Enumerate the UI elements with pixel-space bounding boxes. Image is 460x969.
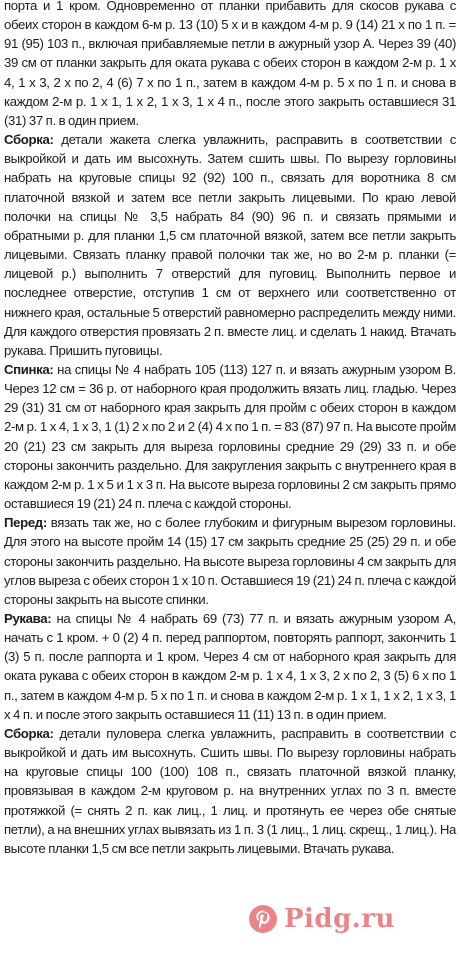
paragraph-text: на спицы № 4 набрать 105 (113) 127 п. и вязать ажурным узором В. Через 12 см = 36 р. от наборного края продолжить вязать лиц. гладью. Через 29 (31) 31 см от наборного края закрыть для пройм с обеих сторон в каждом 2-м р. 1 х 4, 1 х 3, 1 (1) 2 х по 2 и 2 (4) 4 х по 1 п. = 83 (87) 97 п. На высоте пройм 20 (21) 23 см закрыть для выреза горловины средние 29 (29) 33 п. и обе стороны закончить раздельно. Для закругления закрыть с внутреннего края в каждом 2-м р. 1 х 5 и 1 х 3 п. На высоте выреза горловины 2 см закрыть прямо оставшиеся 19 (21) 24 п. плеча с каждой стороны. — [4, 361, 456, 512]
paragraph-front — [4, 513, 456, 609]
section-heading: Перед: — [4, 515, 47, 531]
section-heading: Спинка: — [4, 361, 54, 377]
paragraph-text: детали жакета слегка увлажнить, расправить в соответствии с выкройкой и дать им высохнуть. Затем сшить швы. По вырезу горловины набрать на круговые спицы 92 (92) 100 п., связать для воротника 8 см платочной вязкой и затем все петли закрыть лицевыми. По краю левой полочки на спицы № 3,5 набрать 84 (90) 96 п. и связать прямыми и обратными р. для планки 1,5 см платочной вязкой, затем все петли закрыть лицевыми. Связать планку правой полочки так же, но во 2-м р. планки (= лицевой р.) выполнить 7 отверстий для пуговиц. Выполнить первое и последнее отверстие, отступив 1 см от верхнего или соответственно от нижнего края, остальные 5 отверстий равномерно распределить между ними. Для каждого отверстия провязать 2 п. вместе лиц. и сделать 1 накид. Втачать рукава. Пришить пуговицы. — [4, 132, 456, 358]
section-heading: Сборка: — [4, 725, 54, 741]
pinterest-logo-icon — [248, 904, 278, 934]
paragraph-text: на спицы № 4 набрать 69 (73) 77 п. и вязать ажурным узором А, начать с 1 кром. + 0 (2) 4 п. перед раппортом, повторять раппорт, закончить 1 (3) 5 п. после раппорта и 1 кром. Через 4 см от наборного края закрыть для оката рукава с обеих сторон в каждом 2-м р. 1 х 4, 1 х 3, 2 х по 2, 3 (5) 6 х по 1 п., затем в каждом 4-м р. 5 х по 1 п. и снова в каждом 2-м р. 1 х 1, 1 х 2, 1 х 3, 1 х 4 п. и после этого закрыть оставшиеся 11 (11) 13 п. в один прием. — [4, 611, 456, 722]
paragraph-back — [4, 360, 456, 513]
paragraph-text: вязать так же, но с более глубоким и фигурным вырезом горловины. Для этого на высоте пройм 14 (15) 17 см закрыть средние 25 (25) 29 п. и обе стороны закончить раздельно. На высоте выреза горловины 4 см закрыть для углов выреза с обеих сторон 1 х 10 п. Оставшиеся 19 (21) 24 п. плеча с каждой стороны закрыть на высоте спинки. — [4, 515, 456, 607]
section-heading: Рукава: — [4, 611, 52, 626]
watermark-text: Pidg.ru — [284, 904, 395, 934]
paragraph-pullover-assembly — [4, 724, 456, 858]
paragraph-sleeves — [4, 609, 456, 724]
article-text — [4, 0, 456, 858]
paragraph-sleeve-continued — [4, 0, 456, 130]
section-heading: Сборка: — [4, 132, 54, 148]
paragraph-text: порта и 1 кром. Одновременно от планки прибавить для скосов рукава с обеих сторон в каждом 6-м р. 13 (10) 5 х и в каждом 4-м р. 9 (14) 21 х по 1 п. = 91 (95) 103 п., включая прибавляемые петли в ажурный узор А. Через 39 (40) 39 см от планки закрыть для оката рукава с обеих сторон в каждом 2-м р. 1 х 4, 1 х 3, 2 х по 2, 4 (6) 7 х по 1 п., затем в каждом 4-м р. 5 х по 1 п. и снова в каждом 2-м р. 1 х 1, 1 х 2, 1 х 3, 1 х 4 п., после этого закрыть оставшиеся 31 (31) 37 п. в один прием. — [4, 0, 456, 128]
paragraph-jacket-assembly — [4, 130, 456, 360]
paragraph-text: детали пуловера слегка увлажнить, расправить в соответствии с выкройкой и дать им высохнуть. Сшить швы. По вырезу горловины набрать на круговые спицы 100 (100) 108 п., связать платочной вязкой планку, провязывая в каждом 2-м круговом р. на внутренних углах по 3 п. вместе протяжкой (= снять 2 п. как лиц., 1 лиц. и протянуть ее через обе снятые петли), а на внешних углах вывязать из 1 п. 3 (1 лиц., 1 лиц. скрещ., 1 лиц.). На высоте планки 1,5 см все петли закрыть лицевыми. Втачать рукава. — [4, 725, 456, 856]
watermark — [248, 904, 395, 934]
